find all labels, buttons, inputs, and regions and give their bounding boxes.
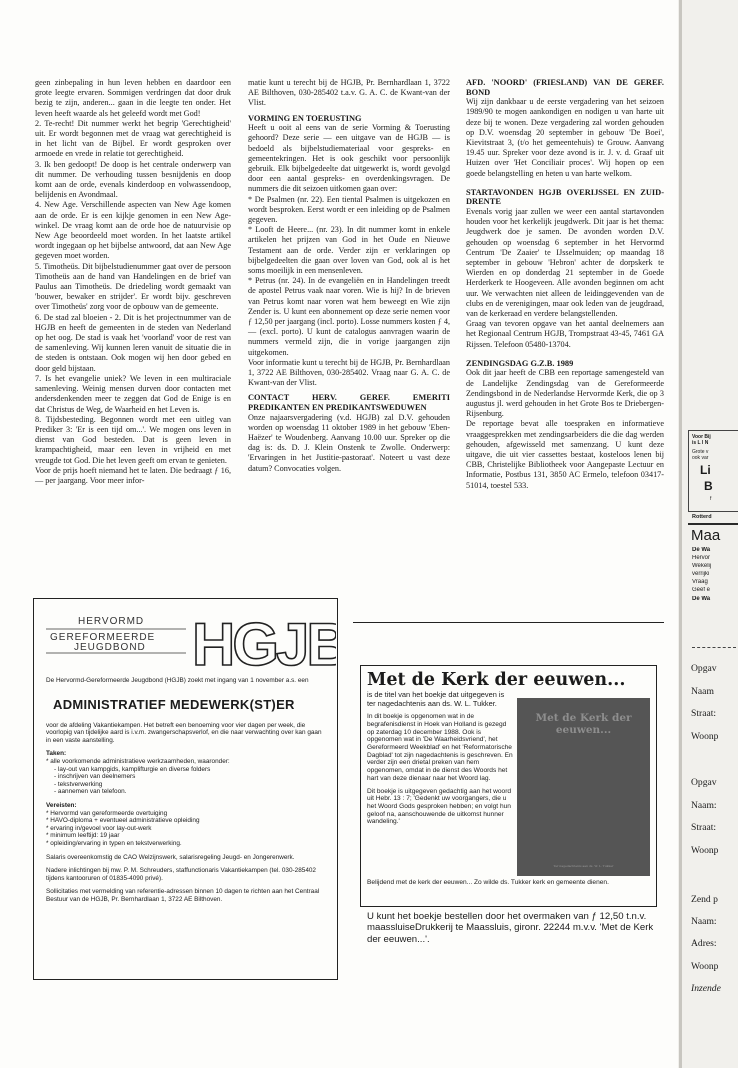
strip-text: ook var	[692, 455, 709, 461]
book-cover-image	[517, 698, 650, 876]
paragraph: * Petrus (nr. 24). In de evangeliën en in Handelingen treedt de apostel Petrus vaak naar voren. Wie is hij? In de brieven van Petrus komt naar voren wat hem beweegt en Wie zijn Zender is. U kunt een abonnement op deze serie nemen voor ƒ 12,50 per jaargang (incl. porto). Losse nummers kosten ƒ 4,— (excl. porto). U kunt de catalogus aanvragen waarin de nummers vermeld zijn, die in vorige jaargangen zijn uitgekomen.	[248, 276, 450, 357]
ad-headline: ADMINISTRATIEF MEDEWERK(ST)ER	[53, 696, 295, 712]
paragraph: geen zinbepaling in hun leven hebben en daardoor een grote leegte ervaren. Sommigen verdringen dat door druk bezig te zijn, anderen... gaan in die leegte ten onder. Het leven heeft waarde als het geleefd wordt met God!	[35, 78, 231, 118]
form-label: Straat:	[691, 822, 717, 833]
logo-line-1: HERVORMD	[78, 616, 145, 627]
section-heading: VORMING EN TOERUSTING	[248, 113, 362, 123]
book-ad-box	[360, 665, 657, 907]
paragraph: 3. Ik ben gedoopt! De doop is het centrale onderwerp van dit nummer. De verhouding tussen besnijdenis en doop komt aan de orde, evenals kinderdoop en volwassendoop, belijdenis en Avondmaal.	[35, 159, 231, 200]
form-label: Inzende	[691, 983, 721, 994]
strip-text: f	[710, 496, 712, 502]
divider	[688, 523, 738, 525]
paragraph: In dit boekje is opgenomen wat in de begrafenisdienst in Hoek van Holland is gezegd op zaterdag 10 december 1988. Ook is opgenomen wat in 'De Waarheidsvriend', het Gereformeerd Weekblad' en het 'Reformatorische Dagblad' tot zijn nagedachtenis is geschreven. En verder zijn een drietal preken van hem opgenomen, omdat in de dienst des Woords het hart van deze dienaar naar het Woord lag.	[367, 713, 513, 782]
strip-text: verrijki	[692, 571, 710, 577]
form-label: Straat:	[691, 708, 717, 719]
vereisten-list	[46, 810, 328, 848]
page-fold	[679, 0, 682, 1068]
list-item: * opleiding/ervaring in typen en tekstverwerking.	[46, 839, 182, 847]
ad-sollicitatie: Sollicitaties met vermelding van referentie-adressen binnen 10 dagen te richten aan het Centraal Bestuur van de HGJB, Pr. Bernhardlaan 1, 3722 AE Bilthoven.	[46, 888, 320, 903]
strip-text: Vraag	[692, 579, 708, 585]
paragraph: 5. Timotheüs. Dit bijbelstudienummer gaat over de persoon Timotheüs aan de hand van Handelingen en de brief van Paulus aan Timotheüs. De driedeling wordt gemaakt van 'bouwer, bewaker en strijder'. Er wordt bijv. geschreven over Timotheüs' zorg voor de opbouw van de gemeente.	[35, 261, 231, 312]
middle-column	[248, 78, 450, 474]
strip-text: Li	[700, 464, 711, 477]
section-heading: ZENDINGSDAG G.Z.B. 1989	[466, 358, 574, 368]
taken-heading: Taken:	[46, 750, 67, 758]
taken-list	[46, 758, 328, 796]
paragraph: 6. De stad zal bloeien - 2. Dit is het projectnummer van de HGJB en heeft de gemeenten in de steden van Nederland op het oog. De stad is vaak het 'voorland' voor de rest van de samenleving. Wij kunnen leren vanuit de situatie die in de steden is ontstaan. Ook mogen wij hen door gebed en door geld bijstaan.	[35, 312, 231, 373]
strip-text: De Wa	[692, 547, 711, 553]
book-title: Met de Kerk der eeuwen...	[367, 670, 626, 690]
logo-mark: HGJB	[192, 611, 336, 671]
paragraph: 2. Te-recht! Dit nummer werkt het begrip 'Gerechtigheid' uit. Er wordt begonnen met de vraag wat gerechtigheid is in het licht van de Bijbel. Er wordt gesproken over armoede en vrede in relatie tot gerechtigheid.	[35, 118, 231, 159]
right-column	[466, 78, 664, 491]
strip-text: De Wa	[692, 596, 711, 602]
paragraph: Heeft u ooit al eens van de serie Vorming & Toerusting gehoord? Deze serie — een uitgave van de HGJB — is bedoeld als bijbelstudiemateriaal voor gespreks- en gemeentekringen. Het is ook geschikt voor persoonlijk gebruik. Elk bijbelgedeelte dat uitgewerkt is, wordt gevolgd door een aantal gespreks- en overdenkingsvragen. De nummers die dit seizoen uitkomen gaan over:	[248, 123, 450, 194]
list-item: - inschrijven van deelnemers	[54, 773, 136, 781]
strip-text: is L I N	[692, 440, 709, 446]
form-label: Woonp	[691, 961, 719, 972]
logo-line-2: GEREFORMEERDE	[50, 632, 156, 643]
form-label: Woonp	[691, 845, 719, 856]
strip-text: Voor Bij	[692, 434, 711, 440]
book-ad	[353, 622, 664, 979]
book-ad-text	[367, 691, 513, 831]
section-heading: AFD. 'NOORD' (FRIESLAND) VAN DE GEREF. BOND	[466, 78, 664, 97]
form-label: Naam:	[691, 800, 717, 811]
paragraph: 7. Is het evangelie uniek? We leven in een multiraciale samenleving. Weinig mensen durven door contacten met andersdenkenden meer te zeggen dat God de Enige is en dat Christus de Weg, de Waarheid en het Leven is.	[35, 373, 231, 414]
list-item: * ervaring in/gevoel voor lay-out-werk	[46, 824, 152, 832]
order-info: U kunt het boekje bestellen door het overmaken van ƒ 12,50 t.n.v. maassluiseDrukkerij te Maassluis, gironr. 22244 m.v.v. 'Met de Kerk der eeuwen...'.	[367, 911, 654, 945]
section-heading: STARTAVONDEN HGJB OVERIJSSEL EN ZUID-DRENTE	[466, 187, 664, 207]
form-label: Opgav	[691, 777, 717, 788]
book-cover-subtitle: Ter nagedachtenis aan ds. W. L. Tukker	[553, 864, 614, 868]
vereisten-heading: Vereisten:	[46, 801, 77, 809]
list-item: * HAVO-diploma + eventueel administratieve opleiding	[46, 817, 200, 825]
list-item: * minimum leeftijd: 19 jaar	[46, 832, 120, 840]
paragraph: Evenals vorig jaar zullen we weer een aantal startavonden houden voor het kerkelijk jeugdwerk. Dit jaar is het thema: Jeugdwerk doe je samen. De avonden worden D.V. gehouden op woensdag 6 september in het Hervormd Centrum 'De Zaaier' te IJsselmuiden; op maandag 18 september in gebouw 'Hebron' achter de dorpskerk te Wierden en op donderdag 21 september in de Goede Herderkerk te Hoogeveen. Alle avonden beginnen om acht uur. We verwachten niet alleen de leidinggevenden van de clubs en de verenigingen, maar ook leden van de jeugdraad, van de kerkeraad en verdere belangstellenden.	[466, 207, 664, 319]
strip-text: Rotterd	[692, 514, 712, 520]
list-item: * Hervormd van gereformeerde overtuiging	[46, 809, 168, 817]
paragraph: De reportage bevat alle toespraken en informatieve vraaggesprekken met zendingsarbeiders die die dag werden gehouden, afgewisseld met samenzang. U kunt deze uitgave, die uit vier cassettes bestaat, kosteloos lenen bij CBB, Christelijke Bibliotheek voor Aangepaste Lectuur en Informatie, Postbus 131, 3850 AC Ermelo, telefoon 03417-51014, toestel 533.	[466, 419, 664, 490]
hgjb-vacancy-ad	[33, 598, 338, 980]
form-label: Woonp	[691, 731, 719, 742]
paragraph: * Looft de Heere... (nr. 23). In dit nummer komt in enkele artikelen het prijzen van God in het Oude en Nieuwe Testament aan de orde. Verder zijn er verklaringen op bijbelgedeelten die gaan over loven van God, ook al is het soms moeilijk in een mensenleven.	[248, 225, 450, 276]
paragraph: Onze najaarsvergadering (v.d. HGJB) zal D.V. gehouden worden op woensdag 11 oktober 1989 in het gebouw 'Eben-Haëzer' te Woudenberg. Aanvang 10.00 uur. Spreker op die dag is: ds. D. J. Klein Onstenk te Zwolle. Onderwerp: 'Ervaringen in het Justitie-pastoraat'. Noteert u vast deze datum? Convocaties volgen.	[248, 412, 450, 473]
list-item: - tekstverwerking	[54, 780, 103, 788]
paragraph: Voor de prijs hoeft niemand het te laten. Die bedraagt ƒ 16,— per jaargang. Voor meer infor-	[35, 465, 231, 485]
form-label: Opgav	[691, 663, 717, 674]
strip-text: Hervor	[692, 555, 711, 561]
logo-line-3: JEUGDBOND	[74, 642, 146, 653]
paragraph: Graag van tevoren opgave van het aantal deelnemers aan het Regionaal Centrum HGJB, Trompstraat 43-45, 7461 GA Rijssen. Telefoon 05480-13704.	[466, 319, 664, 349]
form-label: Adres:	[691, 938, 717, 949]
form-label: Zend p	[691, 894, 718, 905]
paragraph: 4. New Age. Verschillende aspecten van New Age komen aan de orde. Er is een kijkje genomen in een New Age-winkel. De vraag komt aan de orde hoe de natuurvisie op New Age beoordeeld moet worden. In het laatste artikel wordt ingegaan op het bijbelse antwoord, dat aan New Age gegeven moet worden.	[35, 200, 231, 261]
form-label: Naam	[691, 686, 714, 697]
book-caption: Belijdend met de kerk der eeuwen... Zo wilde ds. Tukker kerk en gemeente dienen.	[367, 879, 609, 886]
ad-info: Nadere inlichtingen bij mw. P. M. Schreuders, staffunctionaris Vakantiekampen (tel. 030-285402 tijdens kantooruren of 01835-4090 privé).	[46, 867, 316, 882]
paragraph: Voor informatie kunt u terecht bij de HGJB, Pr. Bernhardlaan 1, 3722 AE Bilthoven, 030-285402. Vraag naar G. A. C. de Kwant-van der Vlist.	[248, 357, 450, 388]
paragraph: * De Psalmen (nr. 22). Een tiental Psalmen is uitgekozen en wordt besproken. Eerst wordt er een inleiding op de Psalmen gegeven.	[248, 194, 450, 225]
ad-salaris: Salaris overeenkomstig de CAO Welzijnswerk, salarisregeling Jeugd- en Jongerenwerk.	[46, 853, 295, 861]
paragraph: 8. Tijdsbesteding. Begonnen wordt met een uitleg van Prediker 3: 'Er is een tijd om...'. We mogen ons leven in dienst van God besteden. Dat is geen leven in krampachtigheid, maar een leven in vrijheid en met vreugde tot God. Die het leven geeft om ervan te genieten.	[35, 414, 231, 465]
left-column	[35, 78, 231, 486]
paragraph: Wij zijn dankbaar u de eerste vergadering van het seizoen 1989/90 te mogen aankondigen en nodigen u van harte uit deze bij te wonen. Deze vergadering zal worden gehouden op D.V. woensdag 20 september in gebouw 'De Boei', Kievitstraat 3, (t/o het gemeentehuis) te Grouw. Aanvang 19.45 uur. Spreker voor deze avond is ir. J. v. d. Graaf uit Huizen over 'Het Conciliair proces'. Wij hopen op een goede belangstelling en heten u van harte welkom.	[466, 97, 664, 178]
list-item: - lay-out van kampgids, kamplifturgie en diverse folders	[54, 765, 211, 773]
paragraph: is de titel van het boekje dat uitgegeven is ter nagedachtenis aan ds. W. L. Tukker.	[367, 690, 505, 708]
strip-text: Grote v	[692, 449, 709, 455]
paragraph: Ook dit jaar heeft de CBB een reportage samengesteld van de Landelijke Zendingsdag van de Gereformeerde Zendingsbond in de Nederlandse Hervormde Kerk, die op 3 augustus jl. werd gehouden in het Grote Bos te Driebergen-Rijsenburg.	[466, 368, 664, 419]
book-cover-title: Met de Kerk der eeuwen...	[535, 712, 632, 736]
strip-text: Geef e	[692, 587, 711, 593]
ad-intro: De Hervormd-Gereformeerde Jeugdbond (HGJB) zoekt met ingang van 1 november a.s. een	[46, 677, 309, 684]
ad-description: voor de afdeling Vakantiekampen. Het betreft een benoeming voor vier dagen per week, die voorlopig van tijdelijke aard is i.v.m. zwangerschapsverlof, en die naar verwachting over kan gaan in een vaste aanstelling.	[46, 721, 322, 744]
strip-heading: Maa	[691, 527, 721, 544]
list-item: - aannemen van telefoon.	[54, 788, 127, 796]
cut-line	[692, 647, 736, 648]
paragraph: matie kunt u terecht bij de HGJB, Pr. Bernhardlaan 1, 3722 AE Bilthoven, 030-285402 t.a.v. G. A. C. de Kwant-van der Vlist.	[248, 78, 450, 108]
hgjb-logo-graphic	[46, 609, 336, 671]
hgjb-logo	[46, 609, 336, 671]
section-heading: CONTACT HERV. GEREF. EMERITI PREDIKANTEN EN PREDIKANTSWEDUWEN	[248, 393, 450, 413]
form-label: Naam:	[691, 916, 717, 927]
next-page-strip	[684, 0, 738, 1068]
strip-text: B	[704, 480, 713, 493]
strip-text: Wekelij	[692, 563, 712, 569]
paragraph: Dit boekje is uitgegeven gedachtig aan het woord uit Hebr. 13 : 7; 'Gedenkt uw voorgangers, die u het Woord Gods gesproken hebben; en volgt hun geloof na, aanschouwende de uitkomst hunner wandeling.'	[367, 787, 512, 826]
list-item: * alle voorkomende administratieve werkzaamheden, waaronder:	[46, 757, 230, 765]
